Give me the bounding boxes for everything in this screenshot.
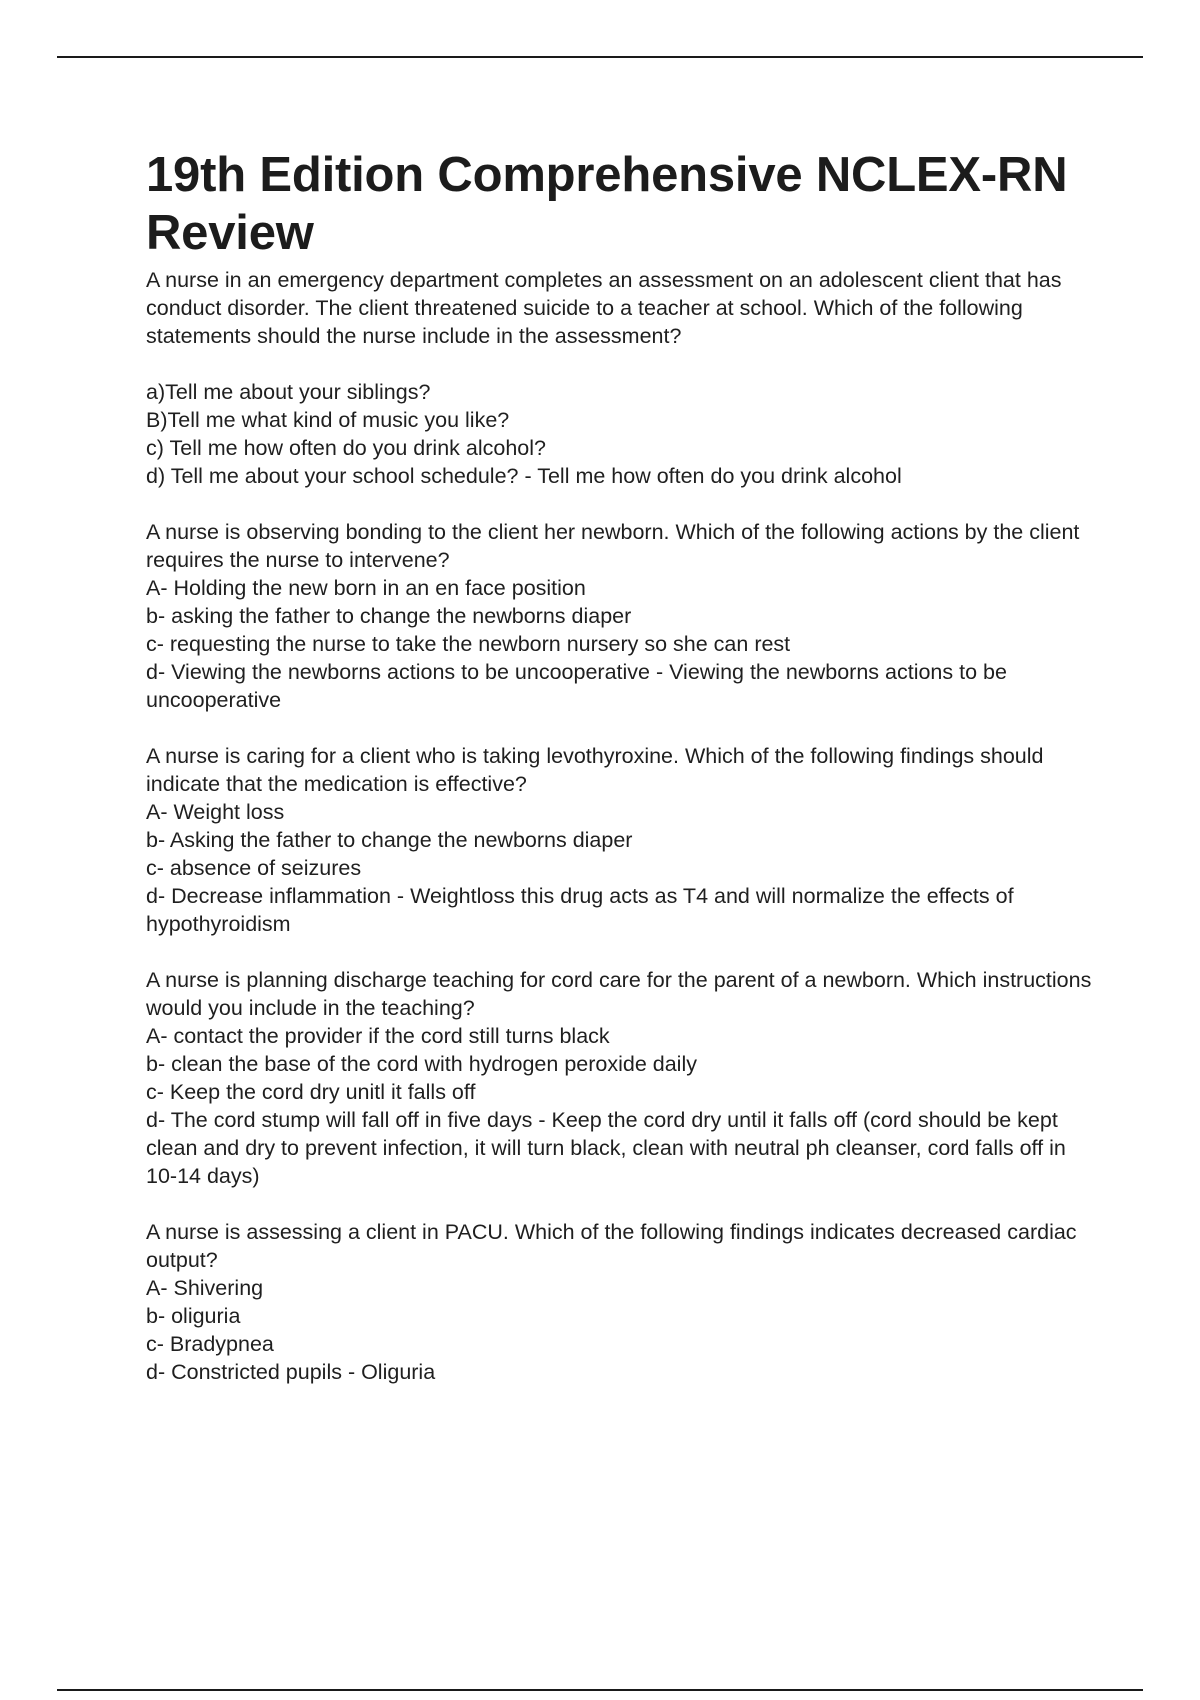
question-stem: A nurse in an emergency department completes an assessment on an adolescent client that has conduct disorder. The client threatened suicide to a teacher at school. Which of the following statements should the nurse include in the assessment? bbox=[146, 268, 1068, 348]
header-rule bbox=[57, 56, 1143, 58]
answer-options bbox=[146, 378, 1096, 490]
answer-option: b- Asking the father to change the newborns diaper bbox=[146, 828, 633, 852]
answer-options bbox=[146, 1022, 1096, 1190]
answer-option: b- clean the base of the cord with hydrogen peroxide daily bbox=[146, 1052, 697, 1076]
question-2 bbox=[146, 518, 1096, 714]
answer-option: c- Keep the cord dry unitl it falls off bbox=[146, 1080, 476, 1104]
answer-option: c- absence of seizures bbox=[146, 856, 362, 880]
answer-option: c) Tell me how often do you drink alcohol? bbox=[146, 436, 546, 460]
answer-option: A- Weight loss bbox=[146, 800, 285, 824]
answer-option: d- The cord stump will fall off in five days - Keep the cord dry until it falls off (cord should be kept clean and dry to prevent infection, it will turn black, clean with neutral ph cleanser, cord falls off in 10-14 days) bbox=[146, 1108, 1072, 1188]
answer-option: a)Tell me about your siblings? bbox=[146, 380, 431, 404]
answer-option: b- oliguria bbox=[146, 1304, 241, 1328]
answer-options bbox=[146, 798, 1096, 938]
answer-options bbox=[146, 1274, 1096, 1386]
answer-option: c- requesting the nurse to take the newborn nursery so she can rest bbox=[146, 632, 791, 656]
document-body bbox=[146, 146, 1096, 1414]
answer-option: d- Decrease inflammation - Weightloss this drug acts as T4 and will normalize the effects of hypothyroidism bbox=[146, 884, 1020, 936]
question-5 bbox=[146, 1218, 1096, 1386]
answer-options bbox=[146, 574, 1096, 714]
question-stem: A nurse is caring for a client who is taking levothyroxine. Which of the following findings should indicate that the medication is effective? bbox=[146, 744, 1050, 796]
question-stem: A nurse is planning discharge teaching for cord care for the parent of a newborn. Which instructions would you include in the teaching? bbox=[146, 968, 1098, 1020]
answer-option: B)Tell me what kind of music you like? bbox=[146, 408, 510, 432]
answer-option: c- Bradypnea bbox=[146, 1332, 274, 1356]
answer-option: A- Shivering bbox=[146, 1276, 264, 1300]
answer-option: A- Holding the new born in an en face position bbox=[146, 576, 586, 600]
answer-option: b- asking the father to change the newborns diaper bbox=[146, 604, 632, 628]
question-1 bbox=[146, 266, 1096, 490]
question-stem: A nurse is assessing a client in PACU. Which of the following findings indicates decreased cardiac output? bbox=[146, 1220, 1083, 1272]
question-3 bbox=[146, 742, 1096, 938]
answer-option: d) Tell me about your school schedule? - Tell me how often do you drink alcohol bbox=[146, 464, 902, 488]
answer-option: d- Constricted pupils - Oliguria bbox=[146, 1360, 436, 1384]
question-4 bbox=[146, 966, 1096, 1190]
footer-rule bbox=[57, 1689, 1143, 1691]
document-title: 19th Edition Comprehensive NCLEX-RN Review bbox=[146, 148, 1068, 260]
question-stem: A nurse is observing bonding to the client her newborn. Which of the following actions by the client requires the nurse to intervene? bbox=[146, 520, 1086, 572]
answer-option: d- Viewing the newborns actions to be uncooperative - Viewing the newborns actions to be uncooperative bbox=[146, 660, 1013, 712]
answer-option: A- contact the provider if the cord still turns black bbox=[146, 1024, 610, 1048]
